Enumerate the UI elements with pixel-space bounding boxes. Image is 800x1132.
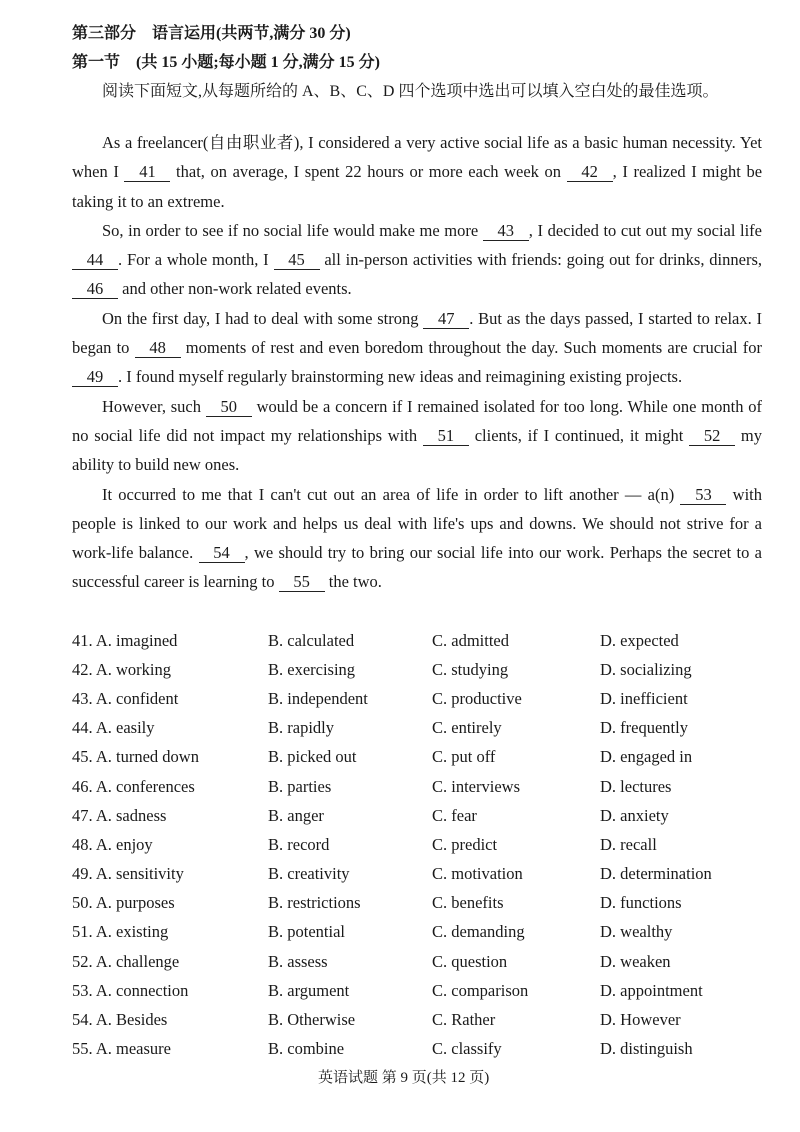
option-c: C. fear [432,805,477,825]
passage-text: moments of rest and even boredom throughout the day. Such moments are crucial for [180,338,762,358]
passage-text: However, such [102,396,206,416]
blank-47: 47 [423,310,469,329]
option-b: B. argument [268,980,350,1000]
passage-text: and other non-work related events. [118,279,352,299]
passage-text: my ability to build new ones. [72,425,762,475]
passage-text: that, on average, I spent 22 hours or more each week on [170,162,567,182]
option-a: 54. A. Besides [72,1010,168,1030]
page-footer: 英语试题 第 9 页(共 12 页) [318,1070,490,1086]
option-b: B. combine [268,1039,345,1059]
passage-paragraph [72,480,762,597]
option-a: 42. A. working [72,659,171,679]
option-a: 48. A. enjoy [72,834,153,854]
option-d: D. appointment [600,980,703,1000]
passage-text: , we should try to bring our social life into our work. Perhaps the secret to a successful career is learning to [72,543,762,592]
option-a: 41. A. imagined [72,630,178,650]
instructions: 阅读下面短文,从每题所给的 A、B、C、D 四个选项中选出可以填入空白处的最佳选项。 [102,83,719,100]
passage-paragraph [72,216,762,304]
option-b: B. anger [268,805,324,825]
passage-text: with people is linked to our work and helps us deal with life's ups and downs. We should not strive for a work-life balance. [72,484,763,563]
option-c: C. demanding [432,922,525,942]
question-row [72,830,762,859]
option-c: C. entirely [432,718,502,738]
part-title: 第三部分 语言运用(共两节,满分 30 分) [72,25,351,42]
blank-49: 49 [72,368,118,387]
option-d: D. recall [600,834,657,854]
passage-paragraph [72,392,762,480]
option-b: B. record [268,834,330,854]
option-d: D. However [600,1010,681,1030]
passage-text: On the first day, I had to deal with some strong [102,308,424,328]
question-row [72,976,762,1005]
question-row [72,801,762,830]
option-d: D. engaged in [600,747,693,767]
question-row [72,1005,762,1034]
option-c: C. benefits [432,893,504,913]
blank-55: 55 [279,573,325,592]
option-a: 55. A. measure [72,1039,171,1059]
question-row [72,918,762,947]
options-list [72,626,762,1064]
option-b: B. parties [268,776,332,796]
option-c: C. classify [432,1039,502,1059]
passage-text: . For a whole month, I [118,250,274,270]
passage-paragraph [72,128,762,216]
question-row [72,889,762,918]
option-d: D. distinguish [600,1039,693,1059]
option-b: B. calculated [268,630,355,650]
option-a: 46. A. conferences [72,776,195,796]
option-b: B. assess [268,951,328,971]
section-title: 第一节 (共 15 小题;每小题 1 分,满分 15 分) [72,54,380,71]
blank-46: 46 [72,280,118,299]
blank-51: 51 [423,427,469,446]
option-a: 51. A. existing [72,922,169,942]
option-c: C. studying [432,659,509,679]
option-a: 52. A. challenge [72,951,180,971]
question-row [72,714,762,743]
option-c: C. interviews [432,776,520,796]
blank-50: 50 [206,398,252,417]
option-b: B. exercising [268,659,356,679]
option-d: D. anxiety [600,805,669,825]
option-c: C. question [432,951,508,971]
option-c: C. productive [432,688,522,708]
option-d: D. lectures [600,776,672,796]
option-a: 45. A. turned down [72,747,199,767]
option-d: D. functions [600,893,682,913]
option-c: C. put off [432,747,496,767]
option-d: D. socializing [600,659,692,679]
option-b: B. potential [268,922,345,942]
option-a: 53. A. connection [72,980,189,1000]
passage-text: would be a concern if I remained isolated for too long. While one month of no social life did not impact my relationships with [72,396,762,445]
passage-text: clients, if I continued, it might [468,425,690,445]
option-d: D. frequently [600,718,688,738]
question-row [72,772,762,801]
passage-text: , I decided to cut out my social life [528,220,762,240]
blank-48: 48 [135,339,181,358]
blank-53: 53 [680,486,726,505]
question-row [72,1035,762,1064]
blank-45: 45 [274,251,320,270]
option-d: D. wealthy [600,922,673,942]
question-row [72,860,762,889]
blank-44: 44 [72,251,118,270]
option-a: 49. A. sensitivity [72,864,184,884]
cloze-passage [72,128,762,597]
option-b: B. Otherwise [268,1010,356,1030]
option-a: 43. A. confident [72,688,179,708]
option-a: 47. A. sadness [72,805,167,825]
option-b: B. creativity [268,864,350,884]
question-row [72,947,762,976]
blank-54: 54 [199,544,245,563]
blank-42: 42 [567,163,613,182]
question-row [72,655,762,684]
option-c: C. motivation [432,864,523,884]
passage-text: . I found myself regularly brainstorming new ideas and reimagining existing projects. [118,367,683,387]
option-b: B. restrictions [268,893,361,913]
option-d: D. weaken [600,951,671,971]
option-c: C. comparison [432,980,529,1000]
option-b: B. independent [268,688,368,708]
option-d: D. inefficient [600,688,688,708]
option-c: C. predict [432,834,498,854]
blank-43: 43 [483,222,529,241]
passage-text: As a freelancer(自由职业者), I considered a very active social life as a basic human necessity. Yet when I [72,133,762,182]
passage-text: It occurred to me that I can't cut out an area of life in order to lift another — a(n) [102,484,681,504]
option-d: D. expected [600,630,679,650]
passage-text: all in-person activities with friends: going out for drinks, dinners, [319,250,762,270]
passage-text: , I realized I might be taking it to an extreme. [72,162,763,211]
blank-41: 41 [124,163,170,182]
option-d: D. determination [600,864,712,884]
passage-paragraph [72,304,762,392]
option-b: B. picked out [268,747,357,767]
passage-text: So, in order to see if no social life would make me more [102,220,483,240]
option-b: B. rapidly [268,718,334,738]
question-row [72,684,762,713]
passage-text: the two. [324,572,382,592]
option-a: 44. A. easily [72,718,155,738]
blank-52: 52 [689,427,735,446]
option-c: C. Rather [432,1010,496,1030]
option-a: 50. A. purposes [72,893,175,913]
passage-text: . But as the days passed, I started to relax. I began to [72,308,762,358]
question-row [72,743,762,772]
option-c: C. admitted [432,630,509,650]
question-row [72,626,762,655]
